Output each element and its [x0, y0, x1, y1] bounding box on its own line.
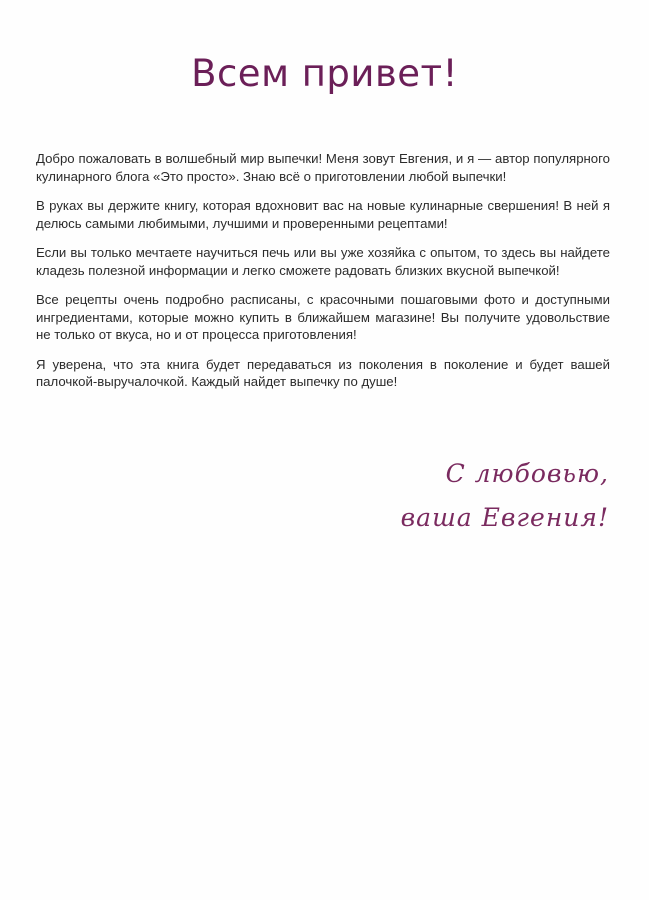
- paragraph-5: Я уверена, что эта книга будет передаваться из поколения в поколение и будет вашей палочкой-выручалочкой. Каждый найдет выпечку по душе!: [36, 356, 610, 389]
- signature: [369, 452, 609, 540]
- paragraph-2: В руках вы держите книгу, которая вдохновит вас на новые кулинарные свершения! В ней я делюсь самыми любимыми, лучшими и проверенными рецептами!: [36, 198, 610, 231]
- page-title: Всем привет!: [191, 52, 458, 95]
- paragraph-3: Если вы только мечтаете научиться печь или вы уже хозяйка с опытом, то здесь вы найдете кладезь полезной информации и легко сможете радовать близких вкусной выпечкой!: [36, 245, 610, 278]
- paragraph-1: Добро пожаловать в волшебный мир выпечки! Меня зовут Евгения, и я — автор популярного кулинарного блога «Это просто». Знаю всё о приготовлении любой выпечки!: [36, 151, 610, 184]
- signature-line-2: ваша Евгения!: [400, 503, 609, 532]
- body-text: [36, 150, 610, 403]
- paragraph-4: Все рецепты очень подробно расписаны, с красочными пошаговыми фото и доступными ингредиентами, которые можно купить в ближайшем магазине! Вы получите удовольствие не только от вкуса, но и от процесса приготовления!: [36, 292, 610, 342]
- signature-line-1: С любовью,: [445, 459, 609, 488]
